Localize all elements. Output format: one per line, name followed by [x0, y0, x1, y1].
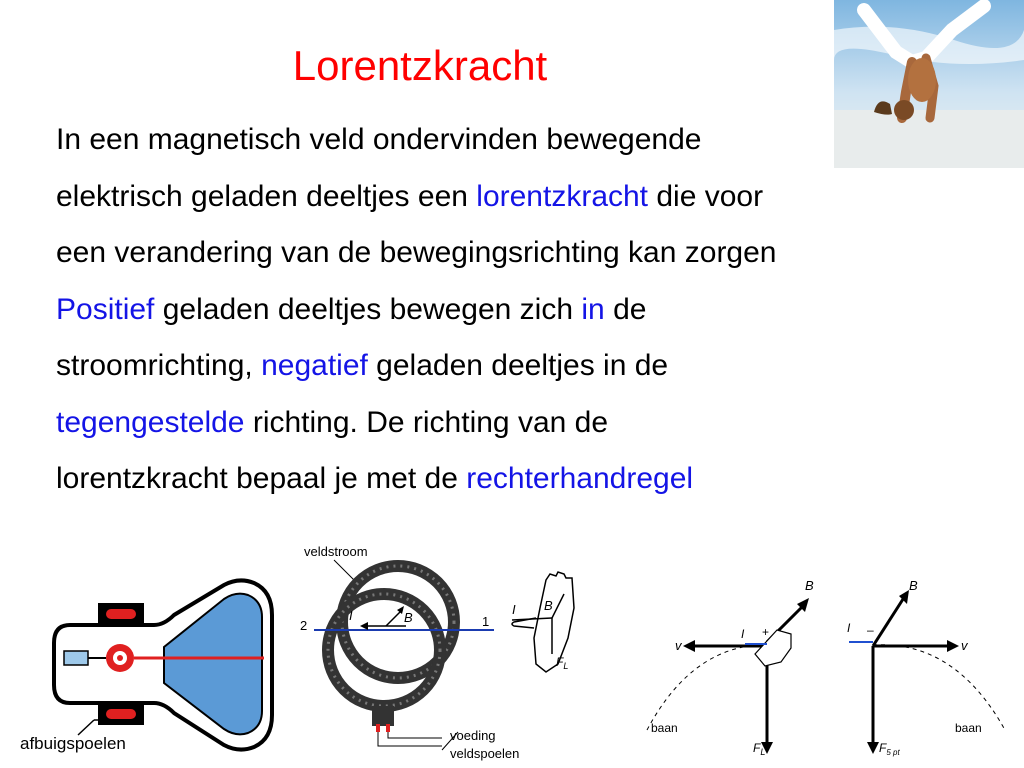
current-label: I — [741, 627, 745, 641]
field-arrow — [386, 610, 402, 626]
hand-rule-figure — [506, 568, 588, 676]
text-line — [56, 169, 1024, 226]
slide-title: Lorentzkracht — [292, 42, 548, 89]
terminal-left — [376, 724, 380, 732]
current-label: I — [349, 608, 353, 623]
electron-gun — [64, 651, 88, 665]
field-label: B — [805, 578, 814, 593]
number-1: 1 — [482, 614, 490, 629]
field-arrowhead — [397, 606, 404, 614]
veldstroom-label: veldstroom — [304, 544, 368, 559]
velocity-arrowhead — [683, 640, 695, 652]
field-label: B — [909, 578, 918, 593]
coil-terminals — [372, 706, 394, 726]
coil-bottom-winding — [106, 709, 136, 719]
orbit-path — [647, 645, 775, 730]
tube-label: afbuigspoelen — [20, 734, 126, 753]
force-subscript: L — [563, 661, 569, 671]
field-label: B — [404, 610, 413, 625]
text-segment: geladen deeltjes bewegen zich — [154, 292, 582, 326]
text-line — [56, 282, 1024, 339]
velocity-arrowhead — [947, 640, 959, 652]
highlighted-term: rechterhandregel — [466, 462, 694, 495]
text-segment: geladen deeltjes in de — [367, 349, 669, 382]
body-text — [56, 112, 1024, 508]
voeding-label: voeding — [450, 728, 496, 743]
negative-charge-figure — [835, 570, 1024, 765]
force-symbol: F — [879, 741, 887, 755]
veldspoelen-label: veldspoelen — [450, 746, 520, 761]
charge-sign: + — [762, 625, 770, 639]
force-subscript: L — [760, 747, 766, 757]
text-segment: In een magnetisch veld ondervinden bewegende — [56, 123, 702, 156]
label-leader-2 — [78, 720, 94, 735]
charge-sign: – — [867, 623, 874, 637]
highlighted-term: in — [581, 292, 605, 326]
force-symbol: F — [556, 655, 564, 669]
terminal-right — [386, 724, 390, 732]
current-label: I — [512, 602, 516, 617]
hand-icon — [534, 572, 574, 672]
text-segment: stroomrichting, — [56, 349, 262, 382]
highlighted-term: lorentzkracht — [476, 179, 649, 213]
velocity-label: v — [675, 638, 682, 653]
text-line — [56, 395, 1024, 452]
field-arrow — [873, 596, 905, 646]
text-line — [56, 112, 1024, 169]
text-segment: die voor — [648, 179, 764, 213]
deflection-ring-center — [117, 655, 123, 661]
force-symbol: F — [753, 741, 761, 755]
coil-top-winding — [106, 609, 136, 619]
current-arrowhead — [360, 622, 368, 630]
field-label: B — [544, 598, 553, 613]
highlighted-term: tegengestelde — [56, 405, 245, 439]
text-segment: een verandering van de bewegingsrichting kan zorgen — [56, 236, 777, 269]
force-label — [556, 655, 568, 671]
path-label: baan — [651, 721, 678, 735]
text-segment: de — [604, 292, 647, 326]
text-line — [56, 451, 1024, 508]
force-label — [879, 741, 900, 757]
velocity-label: v — [961, 638, 968, 653]
text-segment: lorentzkracht bepaal je met de — [56, 462, 467, 495]
orbit-path — [873, 645, 1005, 730]
number-2: 2 — [300, 618, 308, 633]
hand-icon — [755, 630, 791, 666]
text-line — [56, 338, 1024, 395]
leader-line — [334, 560, 354, 580]
current-label: I — [847, 621, 851, 635]
force-subscript: 5 pt — [886, 748, 900, 757]
positive-charge-figure — [635, 570, 835, 765]
text-line — [56, 225, 1024, 282]
text-segment: elektrisch geladen deeltjes een — [56, 179, 477, 213]
highlighted-term: Positief — [56, 292, 155, 326]
path-label: baan — [955, 721, 982, 735]
crt-tube-figure — [14, 555, 280, 760]
highlighted-term: negatief — [261, 349, 368, 382]
force-arrowhead — [867, 742, 879, 754]
wire-2 — [388, 732, 442, 738]
text-segment: richting. De richting van de — [244, 405, 609, 439]
